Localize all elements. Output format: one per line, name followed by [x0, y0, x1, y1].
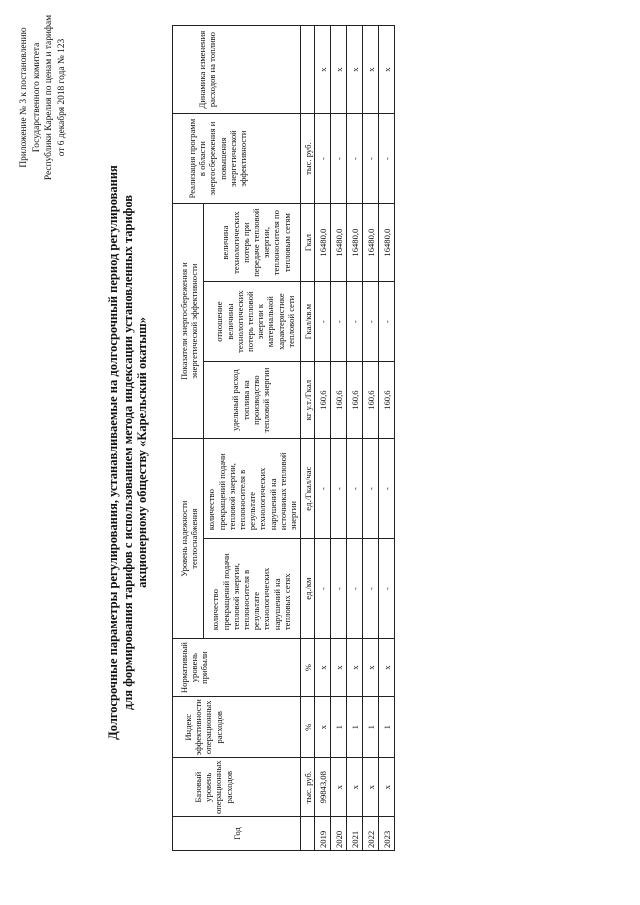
header-outages-networks: количество прекращений подачи тепловой энергии, теплоносителя в результате технологических нарушений на тепловых сетях: [204, 539, 301, 639]
header-year: Год: [173, 817, 301, 851]
header-loss-ratio: отношение величины технологических потерь тепловой энергии к материальной характеристике тепловой сети: [204, 282, 301, 362]
data-cell: х: [379, 639, 395, 697]
data-cell: х: [363, 639, 379, 697]
data-cell: -: [331, 114, 347, 204]
data-cell: х: [363, 26, 379, 114]
unit-cell: ед./Гкал/час: [301, 439, 315, 539]
parameters-table: [172, 25, 395, 851]
data-cell: -: [315, 282, 331, 362]
appendix-line: Государственного комитета: [31, 42, 42, 153]
year-cell: 2023: [379, 817, 395, 851]
data-cell: -: [379, 282, 395, 362]
header-loss-amount: величина технологических потерь при передаче тепловой энергии, теплоносителя по тепловым сетям: [204, 204, 301, 282]
header-reliability-group: Уровень надежности теплоснабжения: [173, 439, 204, 639]
data-cell: 1: [331, 697, 347, 758]
header-profit-level: Нормативный уровень прибыли: [173, 639, 301, 697]
data-cell: 160,6: [379, 362, 395, 439]
data-cell: 99843,08: [315, 758, 331, 817]
table-row: [379, 26, 395, 851]
unit-cell: тыс. руб.: [301, 114, 315, 204]
header-outages-sources: количество прекращений подачи тепловой энергии, теплоносителя в результате технологических нарушений на источниках тепловой энергии: [204, 439, 301, 539]
data-cell: 160,6: [347, 362, 363, 439]
table-row: [331, 26, 347, 851]
data-cell: 160,6: [331, 362, 347, 439]
title-line: Долгосрочные параметры регулирования, устанавливаемые на долгосрочный период регулирования: [106, 165, 120, 740]
appendix-line: Приложение № 3 к постановлению: [19, 27, 29, 168]
data-cell: 16480,0: [331, 204, 347, 282]
data-cell: -: [315, 439, 331, 539]
title-line: для формирования тарифов с использованием метода индексации установленных тарифов: [120, 194, 135, 711]
data-cell: -: [347, 539, 363, 639]
data-cell: 16480,0: [363, 204, 379, 282]
data-cell: -: [347, 439, 363, 539]
data-cell: х: [347, 758, 363, 817]
data-cell: 160,6: [315, 362, 331, 439]
data-cell: -: [363, 114, 379, 204]
title-line: акционерному обществу «Карельский окатыш»: [135, 317, 149, 588]
data-cell: х: [379, 758, 395, 817]
header-efficiency-index: Индекс эффективности операционных расходов: [173, 697, 301, 758]
data-cell: -: [347, 114, 363, 204]
data-cell: -: [379, 114, 395, 204]
year-cell: 2019: [315, 817, 331, 851]
appendix-note: [18, 10, 68, 185]
unit-cell: кг у.т./Гкал: [301, 362, 315, 439]
year-cell: 2021: [347, 817, 363, 851]
unit-cell: %: [301, 697, 315, 758]
appendix-line: от 6 декабря 2018 года № 123: [56, 38, 67, 157]
table-row: [363, 26, 379, 851]
data-cell: 1: [363, 697, 379, 758]
data-cell: 16480,0: [347, 204, 363, 282]
unit-cell: %: [301, 639, 315, 697]
data-cell: -: [379, 539, 395, 639]
data-cell: -: [363, 439, 379, 539]
data-cell: 16480,0: [379, 204, 395, 282]
table-row: [347, 26, 363, 851]
header-base-level: Базовый уровень операционных расходов: [173, 758, 301, 817]
appendix-line: Республики Карелия по ценам и тарифам: [44, 14, 54, 181]
data-cell: х: [315, 697, 331, 758]
year-cell: 2020: [331, 817, 347, 851]
units-row: [301, 26, 315, 851]
data-cell: 1: [379, 697, 395, 758]
data-cell: х: [347, 639, 363, 697]
data-cell: -: [331, 439, 347, 539]
header-efficiency-group: Показатели энергосбережения и энергетической эффективности: [173, 204, 204, 439]
data-cell: х: [331, 639, 347, 697]
header-fuel-rate: удельный расход топлива на производство тепловой энергии: [204, 362, 301, 439]
document-title: [106, 40, 150, 865]
unit-cell: [301, 26, 315, 114]
header-programs: Реализация программ в области энергосбережения и повышения энергетической эффективности: [173, 114, 301, 204]
unit-cell: Гкал/кв.м: [301, 282, 315, 362]
unit-cell: ед./км: [301, 539, 315, 639]
data-cell: 16480,0: [315, 204, 331, 282]
data-cell: х: [315, 639, 331, 697]
unit-cell: [301, 817, 315, 851]
unit-cell: Гкал: [301, 204, 315, 282]
data-cell: 160,6: [363, 362, 379, 439]
data-cell: х: [331, 758, 347, 817]
table-row: [315, 26, 331, 851]
data-cell: -: [331, 539, 347, 639]
year-cell: 2022: [363, 817, 379, 851]
data-cell: -: [315, 114, 331, 204]
header-fuel-dynamics: Динамика изменения расходов на топливо: [173, 26, 301, 114]
data-cell: -: [347, 282, 363, 362]
data-cell: х: [363, 758, 379, 817]
data-cell: -: [379, 439, 395, 539]
data-cell: х: [331, 26, 347, 114]
data-cell: 1: [347, 697, 363, 758]
data-cell: -: [363, 282, 379, 362]
unit-cell: тыс. руб.: [301, 758, 315, 817]
data-cell: -: [315, 539, 331, 639]
data-cell: х: [379, 26, 395, 114]
data-cell: х: [315, 26, 331, 114]
data-cell: х: [347, 26, 363, 114]
data-cell: -: [363, 539, 379, 639]
data-cell: -: [331, 282, 347, 362]
